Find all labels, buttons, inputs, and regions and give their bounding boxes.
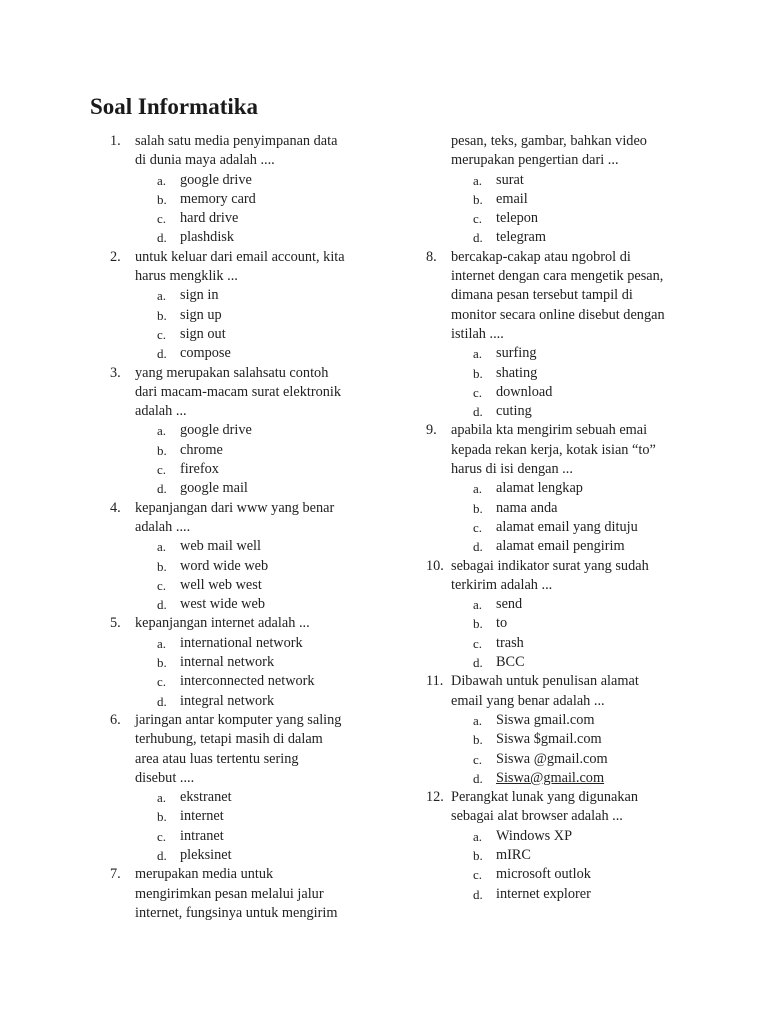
option-text: mIRC xyxy=(496,846,531,863)
option-letter: b. xyxy=(473,365,483,381)
question-line xyxy=(110,132,410,151)
question-line xyxy=(426,248,726,267)
question-line xyxy=(110,151,410,170)
page-title: Soal Informatika xyxy=(90,94,259,119)
option-text: Siswa $gmail.com xyxy=(496,731,602,748)
question-line xyxy=(110,518,410,537)
question-text: adalah .... xyxy=(135,518,191,535)
question-text: adalah ... xyxy=(135,403,187,420)
question-text: istilah .... xyxy=(451,325,504,342)
option-text: word wide web xyxy=(180,557,269,574)
question-text: merupakan pengertian dari ... xyxy=(451,152,619,169)
question-number: 12. xyxy=(426,789,444,806)
question-number: 6. xyxy=(110,711,121,728)
option-text: alamat lengkap xyxy=(496,480,583,497)
question-line xyxy=(110,499,410,518)
right-column xyxy=(426,132,726,904)
question-text: area atau luas tertentu sering xyxy=(135,750,299,767)
option-text: well web west xyxy=(180,576,262,593)
option-line xyxy=(110,537,410,556)
question-text: apabila kta mengirim sebuah emai xyxy=(451,422,648,439)
option-letter: d. xyxy=(473,655,483,671)
option-line xyxy=(426,711,726,730)
option-text: nama anda xyxy=(496,499,558,516)
option-letter: b. xyxy=(157,307,167,323)
option-text: compose xyxy=(180,345,231,362)
question-text: harus di isi dengan ... xyxy=(451,461,573,478)
option-letter: d. xyxy=(157,847,167,863)
question-text: mengirimkan pesan melalui jalur xyxy=(135,885,324,902)
question-number: 8. xyxy=(426,248,437,265)
question-text: monitor secara online disebut dengan xyxy=(451,306,665,323)
question-line xyxy=(110,885,410,904)
option-text: BCC xyxy=(496,654,525,671)
question-line xyxy=(110,614,410,633)
option-letter: b. xyxy=(473,847,483,863)
question-number: 9. xyxy=(426,422,437,439)
question-text: untuk keluar dari email account, kita xyxy=(135,248,345,265)
question-line xyxy=(110,904,410,923)
question-line xyxy=(110,730,410,749)
option-text: memory card xyxy=(180,190,256,207)
option-line xyxy=(426,499,726,518)
question-number: 5. xyxy=(110,615,121,632)
option-line xyxy=(110,846,410,865)
option-letter: d. xyxy=(157,693,167,709)
option-line xyxy=(110,306,410,325)
option-letter: b. xyxy=(473,616,483,632)
option-letter: b. xyxy=(157,558,167,574)
question-text: salah satu media penyimpanan data xyxy=(135,133,338,149)
option-letter: c. xyxy=(157,462,167,478)
question-line xyxy=(426,306,726,325)
option-text: google mail xyxy=(180,480,248,497)
option-text: send xyxy=(496,596,523,613)
option-text: Siswa @gmail.com xyxy=(496,750,608,767)
option-letter: c. xyxy=(473,519,483,535)
option-letter: c. xyxy=(473,384,483,400)
question-text: merupakan media untuk xyxy=(135,866,274,883)
option-line xyxy=(426,614,726,633)
option-text: pleksinet xyxy=(180,846,232,863)
option-line xyxy=(426,769,726,788)
question-line xyxy=(426,672,726,691)
option-line xyxy=(426,171,726,190)
option-text: international network xyxy=(180,634,303,651)
question-line xyxy=(426,692,726,711)
option-line xyxy=(110,209,410,228)
question-line xyxy=(426,576,726,595)
option-text: intranet xyxy=(180,827,224,844)
question-text: bercakap-cakap atau ngobrol di xyxy=(451,248,631,265)
option-text: integral network xyxy=(180,692,275,709)
option-text: ekstranet xyxy=(180,789,232,806)
question-line xyxy=(110,711,410,730)
option-letter: d. xyxy=(157,230,167,246)
option-letter: c. xyxy=(473,751,483,767)
question-number: 2. xyxy=(110,248,121,265)
question-text: pesan, teks, gambar, bahkan video xyxy=(451,133,647,149)
question-number: 10. xyxy=(426,557,444,574)
option-text: Siswa gmail.com xyxy=(496,711,595,728)
option-text: Siswa@gmail.com xyxy=(496,769,605,786)
question-text: email yang benar adalah ... xyxy=(451,692,605,709)
option-letter: a. xyxy=(473,597,483,613)
option-line xyxy=(426,537,726,556)
question-line xyxy=(110,402,410,421)
question-number: 11. xyxy=(426,673,444,690)
question-line xyxy=(426,132,726,151)
option-line xyxy=(110,788,410,807)
option-line xyxy=(426,402,726,421)
option-letter: a. xyxy=(473,346,483,362)
option-letter: d. xyxy=(473,770,483,786)
question-line xyxy=(426,151,726,170)
option-text: sign out xyxy=(180,325,226,342)
option-letter: a. xyxy=(473,481,483,497)
option-text: microsoft outlok xyxy=(496,866,591,883)
option-line xyxy=(426,750,726,769)
option-text: shating xyxy=(496,364,538,381)
option-letter: d. xyxy=(157,346,167,362)
option-line xyxy=(110,653,410,672)
question-line xyxy=(426,267,726,286)
option-line xyxy=(426,653,726,672)
option-line xyxy=(426,634,726,653)
option-letter: a. xyxy=(157,539,167,555)
option-line xyxy=(110,827,410,846)
question-line xyxy=(110,364,410,383)
option-text: firefox xyxy=(180,461,219,478)
option-text: surat xyxy=(496,171,524,188)
option-line xyxy=(110,672,410,691)
option-line xyxy=(110,228,410,247)
option-line xyxy=(426,190,726,209)
option-letter: a. xyxy=(157,423,167,439)
question-line xyxy=(426,286,726,305)
option-text: plashdisk xyxy=(180,229,235,246)
question-line xyxy=(426,788,726,807)
option-line xyxy=(110,344,410,363)
question-number: 1. xyxy=(110,133,121,149)
question-text: dimana pesan tersebut tampil di xyxy=(451,287,633,304)
option-line xyxy=(110,557,410,576)
question-text: terhubung, tetapi masih di dalam xyxy=(135,731,323,748)
question-line xyxy=(426,460,726,479)
option-letter: d. xyxy=(473,886,483,902)
option-letter: c. xyxy=(157,326,167,342)
option-letter: a. xyxy=(157,635,167,651)
option-line xyxy=(426,228,726,247)
option-text: google drive xyxy=(180,422,252,439)
option-letter: d. xyxy=(473,539,483,555)
question-text: jaringan antar komputer yang saling xyxy=(135,711,342,728)
option-line xyxy=(110,171,410,190)
question-text: yang merupakan salahsatu contoh xyxy=(135,364,329,381)
question-text: kepada rekan kerja, kotak isian “to” xyxy=(451,441,656,458)
option-line xyxy=(110,479,410,498)
question-text: internet, fungsinya untuk mengirim xyxy=(135,904,338,921)
option-letter: d. xyxy=(157,481,167,497)
option-letter: d. xyxy=(157,597,167,613)
option-text: sign up xyxy=(180,306,222,323)
option-line xyxy=(110,807,410,826)
option-letter: b. xyxy=(473,500,483,516)
option-letter: b. xyxy=(157,191,167,207)
option-text: surfing xyxy=(496,345,537,362)
option-text: google drive xyxy=(180,171,252,188)
question-line xyxy=(110,769,410,788)
question-text: harus mengklik ... xyxy=(135,268,238,285)
question-text: internet dengan cara mengetik pesan, xyxy=(451,268,664,285)
question-text: terkirim adalah ... xyxy=(451,576,553,593)
question-text: sebagai alat browser adalah ... xyxy=(451,808,623,825)
question-line xyxy=(110,267,410,286)
option-letter: b. xyxy=(157,655,167,671)
option-line xyxy=(426,730,726,749)
question-line xyxy=(110,865,410,884)
question-line xyxy=(110,750,410,769)
question-line xyxy=(110,248,410,267)
option-letter: a. xyxy=(473,712,483,728)
question-text: disebut .... xyxy=(135,769,195,786)
option-text: sign in xyxy=(180,287,219,304)
option-text: alamat email pengirim xyxy=(496,538,625,555)
option-letter: b. xyxy=(473,732,483,748)
option-line xyxy=(110,595,410,614)
option-text: telegram xyxy=(496,229,547,246)
option-letter: b. xyxy=(157,442,167,458)
option-letter: c. xyxy=(473,867,483,883)
option-line xyxy=(110,286,410,305)
option-line xyxy=(426,827,726,846)
question-text: di dunia maya adalah .... xyxy=(135,152,275,169)
option-text: to xyxy=(496,615,508,632)
option-line xyxy=(110,421,410,440)
option-line xyxy=(426,865,726,884)
option-line xyxy=(426,595,726,614)
option-letter: a. xyxy=(473,172,483,188)
option-text: interconnected network xyxy=(180,673,315,690)
question-text: sebagai indikator surat yang sudah xyxy=(451,557,649,574)
option-text: trash xyxy=(496,634,524,651)
option-letter: c. xyxy=(157,211,167,227)
option-line xyxy=(426,344,726,363)
option-text: internet explorer xyxy=(496,885,591,902)
option-line xyxy=(110,460,410,479)
option-text: alamat email yang dituju xyxy=(496,518,638,535)
option-letter: c. xyxy=(157,577,167,593)
option-line xyxy=(426,383,726,402)
option-text: west wide web xyxy=(180,596,265,613)
option-line xyxy=(426,364,726,383)
question-line xyxy=(426,441,726,460)
option-letter: a. xyxy=(157,172,167,188)
question-text: Dibawah untuk penulisan alamat xyxy=(451,673,639,690)
option-line xyxy=(426,885,726,904)
option-letter: d. xyxy=(473,230,483,246)
option-text: internal network xyxy=(180,654,275,671)
option-letter: a. xyxy=(473,828,483,844)
question-text: dari macam-macam surat elektronik xyxy=(135,383,342,400)
option-line xyxy=(110,190,410,209)
option-text: download xyxy=(496,383,553,400)
question-number: 7. xyxy=(110,866,121,883)
option-line xyxy=(110,634,410,653)
left-column xyxy=(110,132,410,923)
option-line xyxy=(426,846,726,865)
option-text: internet xyxy=(180,808,224,825)
question-text: kepanjangan dari www yang benar xyxy=(135,499,335,516)
option-text: email xyxy=(496,190,528,207)
question-line xyxy=(426,557,726,576)
question-line xyxy=(426,807,726,826)
question-line xyxy=(426,421,726,440)
option-letter: c. xyxy=(473,635,483,651)
option-text: hard drive xyxy=(180,210,239,227)
option-letter: a. xyxy=(157,288,167,304)
option-letter: c. xyxy=(157,674,167,690)
option-text: Windows XP xyxy=(496,827,573,844)
option-letter: c. xyxy=(473,211,483,227)
option-line xyxy=(110,692,410,711)
option-letter: c. xyxy=(157,828,167,844)
question-text: Perangkat lunak yang digunakan xyxy=(451,789,638,806)
option-line xyxy=(110,441,410,460)
question-line xyxy=(426,325,726,344)
option-letter: d. xyxy=(473,404,483,420)
option-text: web mail well xyxy=(180,538,261,555)
question-line xyxy=(110,383,410,402)
option-letter: b. xyxy=(157,809,167,825)
option-text: chrome xyxy=(180,441,223,458)
option-line xyxy=(426,479,726,498)
option-letter: a. xyxy=(157,790,167,806)
option-line xyxy=(110,576,410,595)
option-text: cuting xyxy=(496,403,532,420)
question-text: kepanjangan internet adalah ... xyxy=(135,615,310,632)
option-line xyxy=(426,209,726,228)
question-number: 4. xyxy=(110,499,121,516)
option-line xyxy=(426,518,726,537)
option-line xyxy=(110,325,410,344)
option-text: telepon xyxy=(496,210,539,227)
option-letter: b. xyxy=(473,191,483,207)
question-number: 3. xyxy=(110,364,121,381)
